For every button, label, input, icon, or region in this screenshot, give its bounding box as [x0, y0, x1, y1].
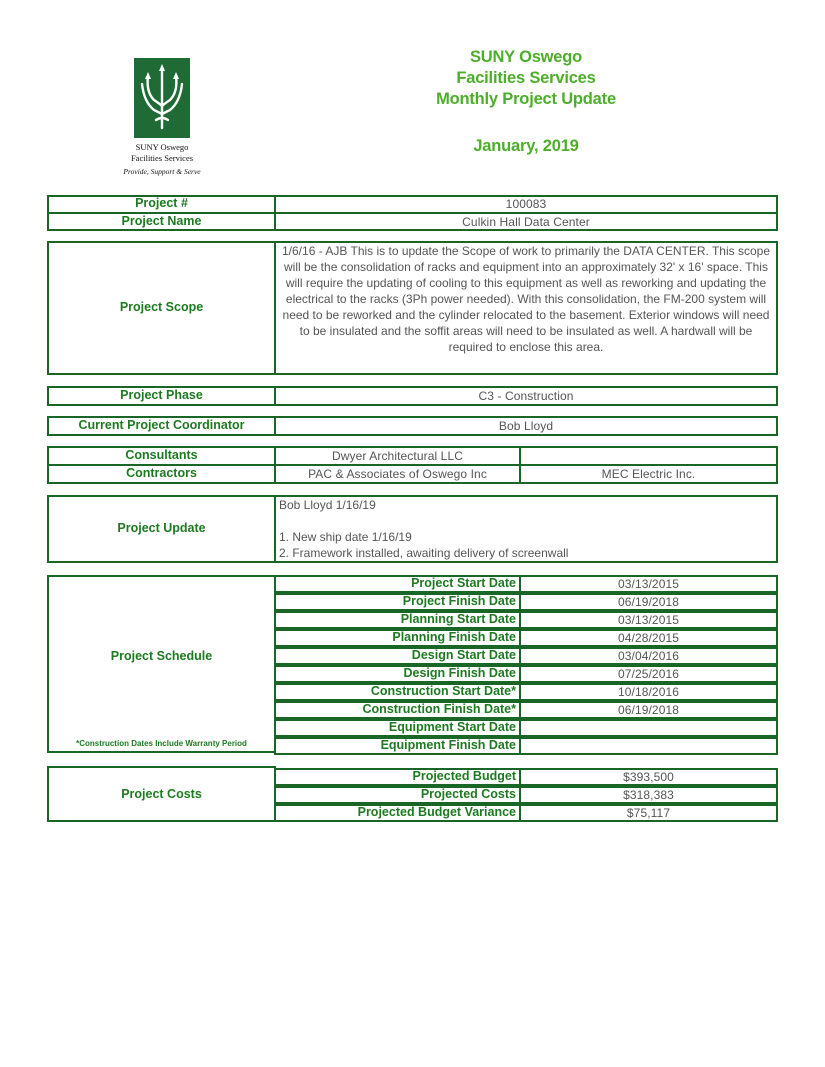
- coordinator-value: Bob Lloyd: [498, 419, 554, 433]
- schedule-label: Project Finish Date: [402, 594, 516, 608]
- divider: [519, 737, 521, 755]
- schedule-value: 07/25/2016: [617, 667, 680, 681]
- coordinator-label: Current Project Coordinator: [78, 418, 245, 432]
- header-title-line1: SUNY Oswego: [469, 48, 583, 66]
- schedule-label: Construction Start Date*: [370, 684, 516, 698]
- project-schedule-label-cell: [47, 575, 276, 753]
- project-name-label: Project Name: [121, 214, 202, 228]
- project-update-label: Project Update: [117, 521, 206, 535]
- divider: [274, 495, 276, 563]
- consultants-label: Consultants: [125, 448, 198, 462]
- project-scope-label: Project Scope: [119, 300, 204, 314]
- contractor-2-value: MEC Electric Inc.: [601, 467, 696, 481]
- schedule-label: Design Start Date: [411, 648, 516, 662]
- schedule-value: 04/28/2015: [617, 631, 680, 645]
- logo-text-line2: Facilities Services: [130, 153, 194, 163]
- cost-label: Projected Budget: [412, 769, 516, 783]
- cost-label: Projected Budget Variance: [357, 805, 516, 819]
- schedule-value: 03/04/2016: [617, 649, 680, 663]
- project-update-text: Bob Lloyd 1/16/19 1. New ship date 1/16/19 2. Framework installed, awaiting delivery of screenwall: [279, 498, 569, 560]
- trident-icon: [134, 58, 190, 138]
- contractor-1-value: PAC & Associates of Oswego Inc: [308, 467, 487, 481]
- schedule-label: Equipment Finish Date: [380, 738, 516, 752]
- project-number-label: Project #: [135, 196, 188, 210]
- header-title-line2: Facilities Services: [456, 69, 596, 87]
- schedule-value: 06/19/2018: [617, 703, 680, 717]
- cost-value: $393,500: [623, 770, 674, 784]
- schedule-label: Design Finish Date: [403, 666, 516, 680]
- cost-value: $75,117: [626, 806, 671, 820]
- project-name-value: Culkin Hall Data Center: [462, 215, 590, 229]
- schedule-label: Equipment Start Date: [388, 720, 516, 734]
- logo-tagline: Provide, Support & Serve: [123, 167, 201, 176]
- header-title-line3: Monthly Project Update: [436, 90, 616, 108]
- project-number-value: 100083: [505, 197, 547, 211]
- report-date: January, 2019: [473, 137, 579, 155]
- cost-value: $318,383: [623, 788, 674, 802]
- contractors-label: Contractors: [126, 466, 197, 480]
- schedule-value: 03/13/2015: [617, 613, 680, 627]
- warranty-note: *Construction Dates Include Warranty Period: [76, 739, 247, 748]
- schedule-value: 10/18/2016: [617, 685, 680, 699]
- schedule-label: Planning Start Date: [400, 612, 516, 626]
- divider: [519, 719, 521, 737]
- project-schedule-label: Project Schedule: [110, 649, 213, 663]
- divider: [274, 241, 276, 375]
- logo-text-line1: SUNY Oswego: [135, 142, 189, 152]
- consultant-1-value: Dwyer Architectural LLC: [331, 449, 463, 463]
- schedule-value: 06/19/2018: [617, 595, 680, 609]
- schedule-label: Project Start Date: [411, 576, 516, 590]
- project-costs-label: Project Costs: [121, 787, 202, 801]
- suny-oswego-logo: [134, 58, 190, 138]
- schedule-value: 03/13/2015: [617, 577, 680, 591]
- project-phase-label: Project Phase: [120, 388, 203, 402]
- schedule-label: Construction Finish Date*: [362, 702, 516, 716]
- project-phase-value: C3 - Construction: [478, 389, 574, 403]
- cost-label: Projected Costs: [420, 787, 516, 801]
- schedule-label: Planning Finish Date: [392, 630, 516, 644]
- project-scope-text: 1/6/16 - AJB This is to update the Scope of work to primarily the DATA CENTER. This scope will be the consolidation of racks and equipment into an approximately 32' x 16' space. This will require the updating of cooling to this equipment as well as reworking and updating the electrical to the racks (3Ph power needed). With this consolidation, the FM-200 system will need to be reworked and the cylinder relocated to the basement. Exterior windows will need to be insulated and the soffit areas will need to be insulated as well. A hardwall will be required to enclose this area.: [282, 244, 770, 354]
